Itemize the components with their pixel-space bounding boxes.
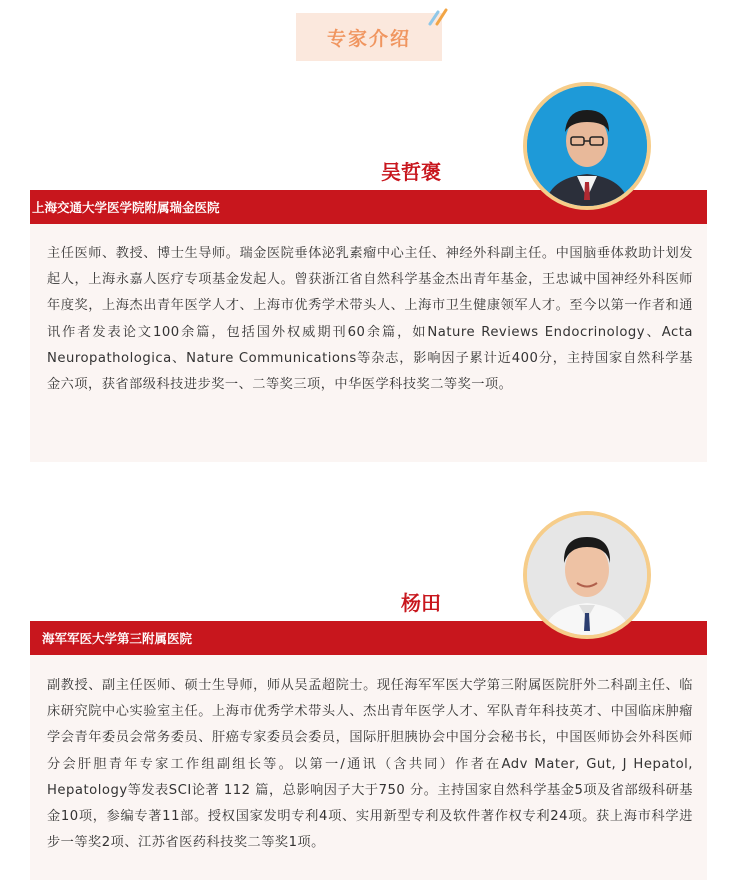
expert-bio-box — [30, 224, 707, 462]
expert-name: 吴哲褒 — [381, 160, 441, 184]
pencil-deco-icon — [426, 8, 450, 26]
expert-bio: 副教授、副主任医师、硕士生导师，师从吴孟超院士。现任海军军医大学第三附属医院肝外二科副主任、临床研究院中心实验室主任。上海市优秀学术带头人、杰出青年医学人才、军队青年科技英才、中国临床肿瘤学会青年委员会常务委员、肝癌专家委员会委员，国际肝胆胰协会中国分会秘书长，中国医师协会外科医师分会肝胆青年专家工作组副组长等。以第一/通讯（含共同）作者在Adv Mater, Gut, J Hepatol, Hepatology等发表SCI论著 112 篇，总影响因子大于750 分。主持国家自然科学基金5项及省部级科研基金10项，参编专著11部。授权国家发明专利4项、实用新型专利及软件著作权专利24项。获上海市科学进步一等奖2项、江苏省医药科技奖二等奖1项。 — [47, 678, 693, 851]
expert-name: 杨田 — [401, 591, 441, 615]
hospital-name: 上海交通大学医学院附属瑞金医院 — [32, 200, 220, 215]
expert-photo — [523, 511, 651, 639]
hospital-name: 海军军医大学第三附属医院 — [42, 631, 193, 646]
expert-photo — [523, 82, 651, 210]
portrait-icon — [527, 515, 647, 635]
portrait-icon — [527, 86, 647, 206]
expert-bio-box — [30, 655, 707, 880]
expert-bio: 主任医师、教授、博士生导师。瑞金医院垂体泌乳素瘤中心主任、神经外科副主任。中国脑垂体救助计划发起人，上海永嘉人医疗专项基金发起人。曾获浙江省自然科学基金杰出青年基金，王忠诚中国神经外科医师年度奖，上海杰出青年医学人才、上海市优秀学术带头人、上海市卫生健康领军人才。至今以第一作者和通讯作者发表论文100余篇，包括国外权威期刊60余篇，如Nature Reviews Endocrinology、Acta Neuropathologica、Nature Communications等杂志，影响因子累计近400分，主持国家自然科学基金六项，获省部级科技进步奖一、二等奖三项，中华医学科技奖二等奖一项。 — [47, 246, 693, 393]
section-title: 专家介绍 — [326, 27, 411, 50]
section-title-box — [296, 13, 442, 61]
